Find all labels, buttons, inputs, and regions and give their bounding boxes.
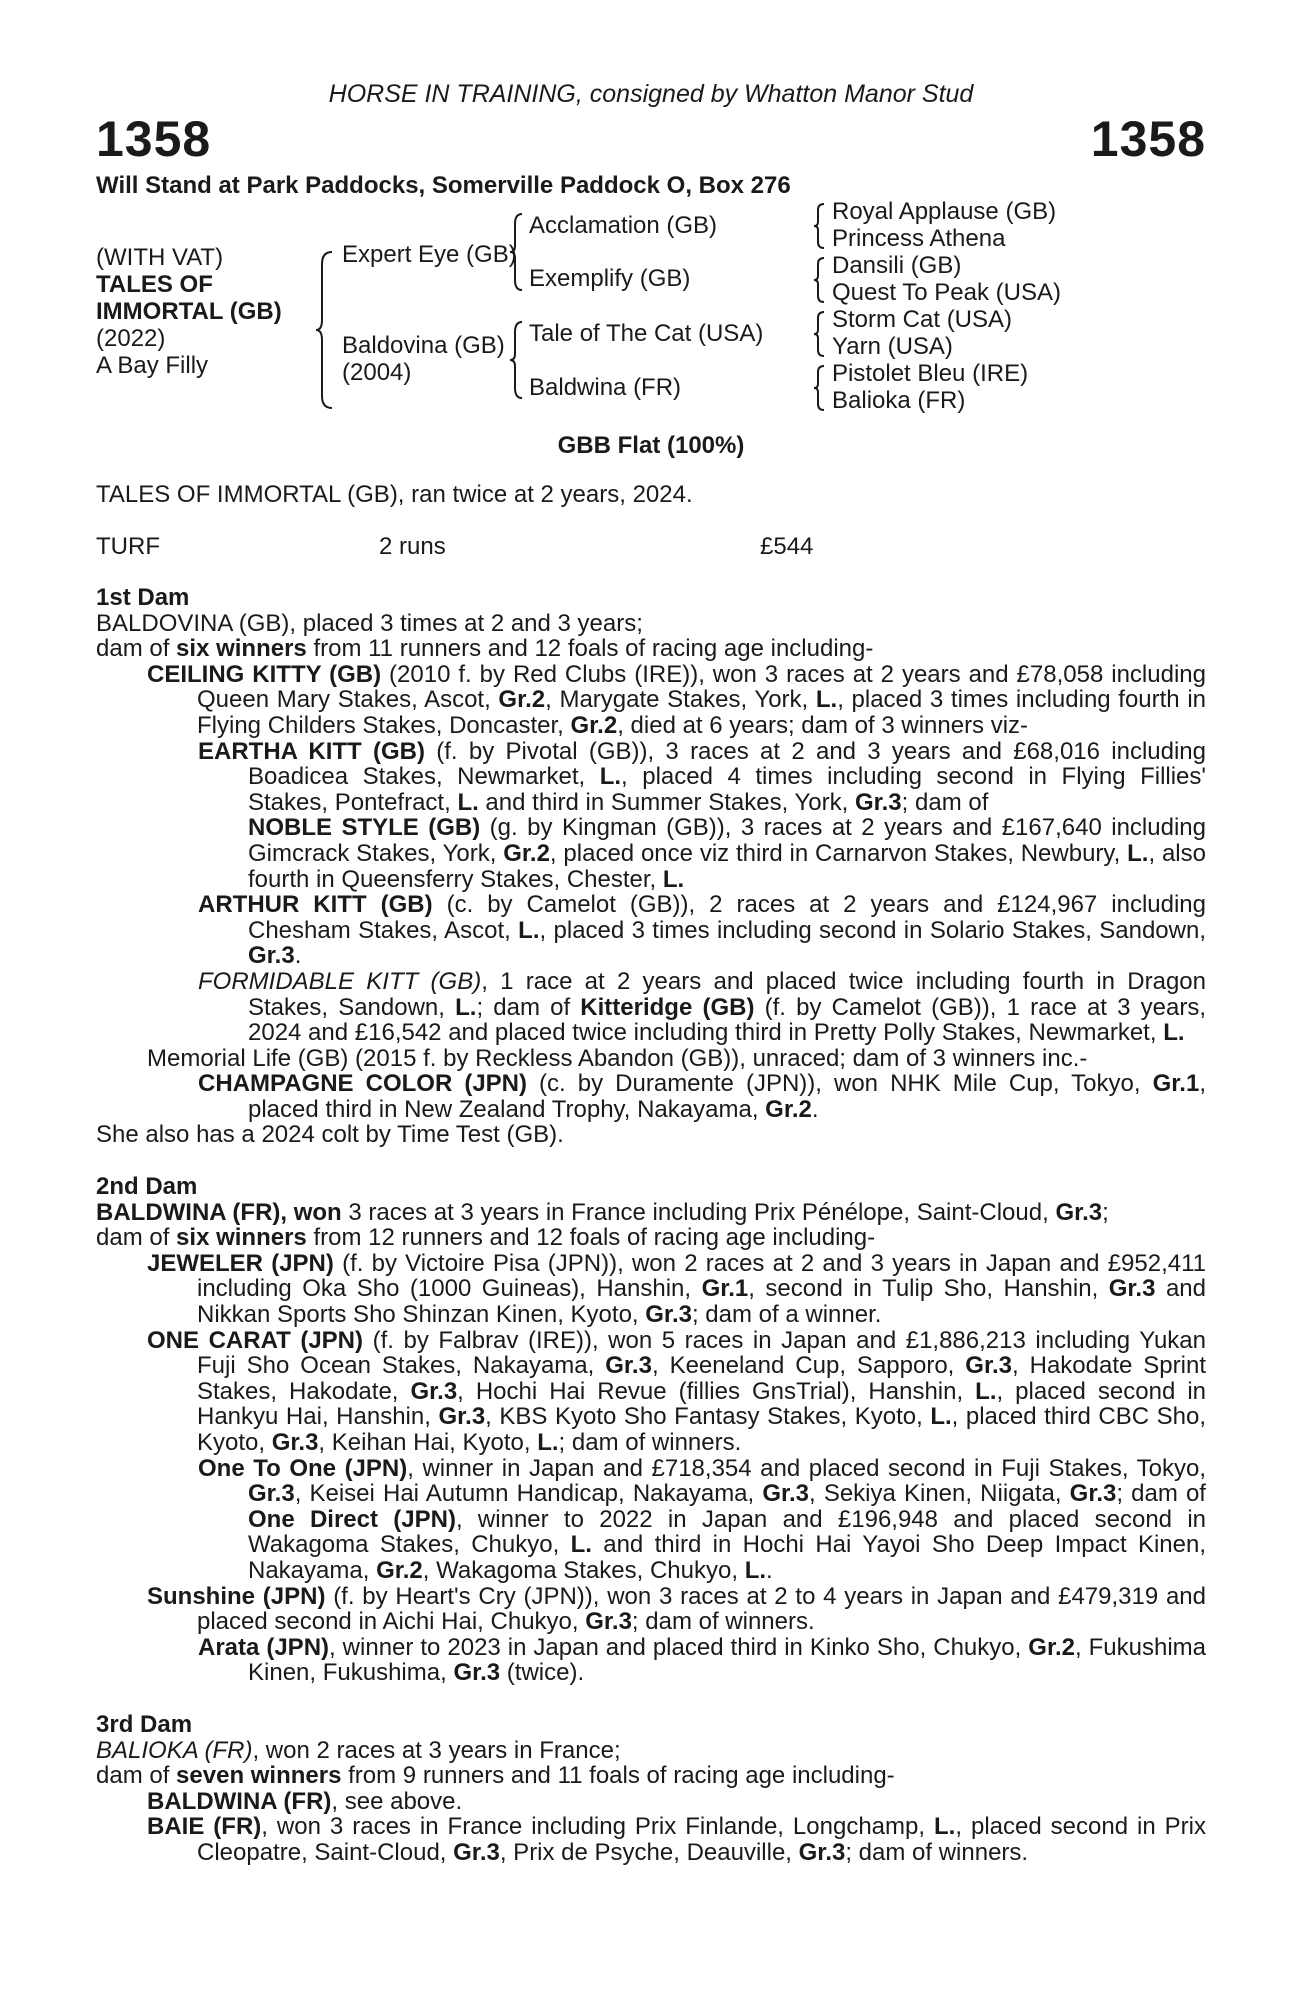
produce-arthur-kitt: ARTHUR KITT (GB) (c. by Camelot (GB)), 2 races at 2 years and £124,967 including Chesham Stakes, Ascot, L., placed 3 times including second in Solario Stakes, Sandown, Gr.3. bbox=[198, 891, 1207, 970]
runs-count: 2 runs bbox=[379, 533, 446, 560]
race-record-row bbox=[96, 533, 1206, 563]
first-dam-produce-line: dam of six winners from 11 runners and 12 foals of racing age including- bbox=[96, 635, 874, 663]
lot-number-left: 1358 bbox=[96, 111, 212, 167]
produce-one-carat: ONE CARAT (JPN) (f. by Falbrav (IRE)), won 5 races in Japan and £1,886,213 including Yukan Fuji Sho Ocean Stakes, Nakayama, Gr.3, Keeneland Cup, Sapporo, Gr.3, Hakodate Sprint Stakes, Hakodate, Gr.3, Hochi Hai Revue (fillies GnsTrial), Hanshin, L., placed second in Hankyu Hai, Hanshin, Gr.3, KBS Kyoto Sho Fantasy Stakes, Kyoto, L., placed third CBC Sho, Kyoto, Gr.3, Keihan Hai, Kyoto, L.; dam of winners. bbox=[147, 1326, 1207, 1456]
earnings-value: £544 bbox=[760, 533, 814, 560]
foaling-year: (2022) bbox=[96, 325, 166, 352]
second-dam-line: BALDWINA (FR), won 3 races at 3 years in France including Prix Pénélope, Saint-Cloud, Gr.3; bbox=[96, 1198, 1109, 1226]
surface-label: TURF bbox=[96, 533, 160, 560]
brace-g4 bbox=[812, 364, 828, 412]
second-dam-produce-line: dam of six winners from 12 runners and 12 foals of racing age including- bbox=[96, 1224, 876, 1252]
horse-description: A Bay Filly bbox=[96, 352, 209, 379]
dam-sire: Tale of The Cat (USA) bbox=[529, 320, 764, 347]
produce-sunshine: Sunshine (JPN) (f. by Heart's Cry (JPN)), won 3 races at 2 to 4 years in Japan and £479,319 and placed second in Aichi Hai, Chukyo, Gr.3; dam of winners. bbox=[147, 1582, 1206, 1636]
vat-label: (WITH VAT) bbox=[96, 244, 224, 271]
consignment-line: HORSE IN TRAINING, consigned by Whatton Manor Stud bbox=[328, 80, 974, 108]
catalogue-page bbox=[96, 0, 1206, 2000]
third-dam-heading: 3rd Dam bbox=[96, 1710, 193, 1738]
horse-name-line2: IMMORTAL (GB) bbox=[96, 298, 282, 325]
produce-jeweler: JEWELER (JPN) (f. by Victoire Pisa (JPN)), won 2 races at 2 and 3 years in Japan and £952,411 including Oka Sho (1000 Guineas), Hanshin, Gr.1, second in Tulip Sho, Hanshin, Gr.3 and Nikkan Sports Sho Shinzan Kinen, Kyoto, Gr.3; dam of a winner. bbox=[147, 1249, 1207, 1329]
brace-g2 bbox=[812, 256, 828, 304]
brace-g1 bbox=[812, 202, 828, 250]
first-dam-heading: 1st Dam bbox=[96, 584, 190, 611]
gbb-rating: GBB Flat (100%) bbox=[557, 432, 745, 459]
produce-arata: Arata (JPN), winner to 2023 in Japan and placed third in Kinko Sho, Chukyo, Gr.2, Fukushima Kinen, Fukushima, Gr.3 (twice). bbox=[198, 1633, 1207, 1687]
brace-g3 bbox=[812, 310, 828, 358]
dam-year: (2004) bbox=[342, 359, 412, 386]
family-notes bbox=[96, 585, 1206, 1866]
sire-dam: Exemplify (GB) bbox=[529, 265, 691, 292]
produce-baldwina: BALDWINA (FR), see above. bbox=[147, 1787, 463, 1815]
second-dam-heading: 2nd Dam bbox=[96, 1173, 198, 1201]
produce-one-to-one: One To One (JPN), winner in Japan and £718,354 and placed second in Fuji Stakes, Tokyo, Gr.3, Keisei Hai Autumn Handicap, Nakayama, Gr.3, Sekiya Kinen, Niigata, Gr.3; dam of One Direct (JPN), winner to 2022 in Japan and £196,948 and placed second in Wakagoma Stakes, Chukyo, L. and third in Hochi Hai Yayoi Sho Deep Impact Kinen, Nakayama, Gr.2, Wakagoma Stakes, Chukyo, L.. bbox=[198, 1454, 1207, 1584]
sire-brace bbox=[508, 212, 526, 292]
stabling-location: Will Stand at Park Paddocks, Somerville Paddock O, Box 276 bbox=[96, 172, 791, 199]
produce-eartha-kitt: EARTHA KITT (GB) (f. by Pivotal (GB)), 3 races at 2 and 3 years and £68,016 including Boadicea Stakes, Newmarket, L., placed 4 times including second in Flying Fillies' Stakes, Pontefract, L. and third in Summer Stakes, York, Gr.3; dam of NOBLE STYLE (GB) (g. by Kingman (GB)), 3 races at 2 years and £167,640 including Gimcrack Stakes, York, Gr.2, placed once viz third in Carnarvon Stakes, Newbury, L., also fourth in Queensferry Stakes, Chester, L. bbox=[198, 737, 1207, 893]
third-dam-produce-line: dam of seven winners from 9 runners and 11 foals of racing age including- bbox=[96, 1762, 895, 1790]
produce-ceiling-kitty: CEILING KITTY (GB) (2010 f. by Red Clubs (IRE)), won 3 races at 2 years and £78,058 including Queen Mary Stakes, Ascot, Gr.2, Marygate Stakes, York, L., placed 3 times including fourth in Flying Childers Stakes, Doncaster, Gr.2, died at 6 years; dam of 3 winners viz- bbox=[147, 660, 1206, 739]
pedigree-table bbox=[96, 198, 1206, 420]
sire-sire: Acclamation (GB) bbox=[529, 212, 718, 239]
dam-dam: Baldwina (FR) bbox=[529, 374, 682, 401]
first-dam-also: She also has a 2024 colt by Time Test (GB). bbox=[96, 1121, 564, 1149]
pedigree-brace-main bbox=[314, 250, 336, 410]
granddam-line-8: Balioka (FR) bbox=[832, 387, 966, 414]
granddam-line-4: Quest To Peak (USA) bbox=[832, 279, 1061, 306]
produce-formidable-kitt: FORMIDABLE KITT (GB), 1 race at 2 years and placed twice including fourth in Dragon Stakes, Sandown, L.; dam of Kitteridge (GB) (f. by Camelot (GB)), 1 race at 3 years, 2024 and £16,542 and placed twice including third in Pretty Polly Stakes, Newmarket, L. bbox=[198, 967, 1207, 1047]
granddam-line-5: Storm Cat (USA) bbox=[832, 306, 1013, 333]
produce-baie: BAIE (FR), won 3 races in France including Prix Finlande, Longchamp, L., placed second in Prix Cleopatre, Saint-Cloud, Gr.3, Prix de Psyche, Deauville, Gr.3; dam of winners. bbox=[147, 1813, 1207, 1866]
lot-number-right: 1358 bbox=[1090, 111, 1206, 167]
horse-name-line1: TALES OF bbox=[96, 271, 213, 298]
granddam-line-1: Royal Applause (GB) bbox=[832, 198, 1057, 225]
granddam-line-7: Pistolet Bleu (IRE) bbox=[832, 360, 1029, 387]
dam-brace bbox=[508, 320, 526, 400]
granddam-line-2: Princess Athena bbox=[832, 225, 1006, 252]
granddam-line-3: Dansili (GB) bbox=[832, 252, 962, 279]
first-dam-line: BALDOVINA (GB), placed 3 times at 2 and 3 years; bbox=[96, 609, 643, 637]
sire-name: Expert Eye (GB) bbox=[342, 241, 517, 268]
third-dam-line: BALIOKA (FR), won 2 races at 3 years in France; bbox=[96, 1736, 621, 1764]
race-summary: TALES OF IMMORTAL (GB), ran twice at 2 years, 2024. bbox=[96, 481, 693, 508]
granddam-line-6: Yarn (USA) bbox=[832, 333, 953, 360]
dam-name: Baldovina (GB) bbox=[342, 332, 505, 359]
produce-memorial-life: Memorial Life (GB) (2015 f. by Reckless Abandon (GB)), unraced; dam of 3 winners inc.- bbox=[147, 1044, 1088, 1072]
produce-champagne-color: CHAMPAGNE COLOR (JPN) (c. by Duramente (JPN)), won NHK Mile Cup, Tokyo, Gr.1, placed third in New Zealand Trophy, Nakayama, Gr.2. bbox=[198, 1070, 1206, 1123]
